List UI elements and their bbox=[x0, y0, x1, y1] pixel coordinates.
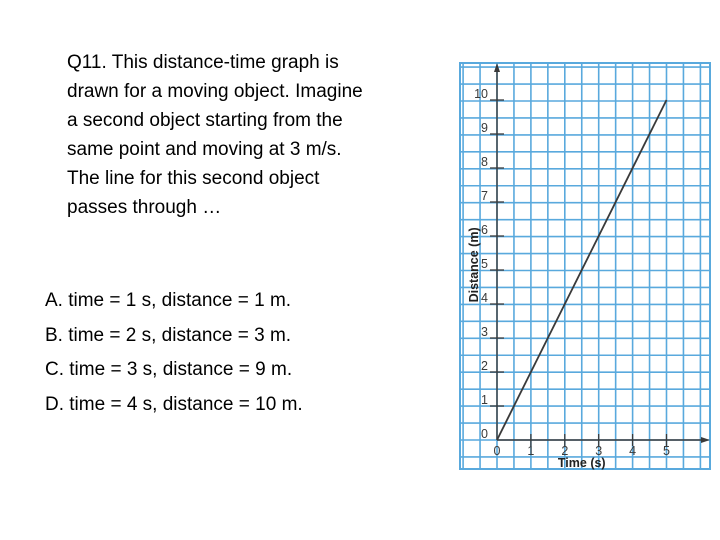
y-tick-label: 0 bbox=[481, 427, 488, 441]
y-tick-label: 3 bbox=[481, 325, 488, 339]
y-tick-label: 5 bbox=[481, 257, 488, 271]
distance-time-chart bbox=[458, 60, 712, 475]
y-tick-label: 8 bbox=[481, 155, 488, 169]
option-b[interactable]: B. time = 2 s, distance = 3 m. bbox=[45, 324, 292, 346]
y-tick-label: 2 bbox=[481, 359, 488, 373]
y-tick-label: 9 bbox=[481, 121, 488, 135]
x-tick-label: 2 bbox=[561, 444, 569, 458]
question-line: drawn for a moving object. Imagine bbox=[67, 81, 363, 102]
y-tick-label: 4 bbox=[481, 291, 488, 305]
x-tick-label: 5 bbox=[663, 444, 670, 458]
option-a[interactable]: A. time = 1 s, distance = 1 m. bbox=[45, 290, 292, 311]
y-axis-title: Distance (m) bbox=[467, 227, 481, 303]
x-tick-label: 1 bbox=[527, 444, 535, 458]
x-tick-label: 4 bbox=[629, 444, 637, 458]
y-tick-label: 6 bbox=[481, 223, 488, 237]
y-tick-label: 10 bbox=[474, 87, 488, 101]
question-line: Q11. This distance-time graph is bbox=[67, 52, 339, 73]
chart-svg bbox=[458, 60, 712, 475]
question-line: same point and moving at 3 m/s. bbox=[67, 139, 342, 160]
question-line: a second object starting from the bbox=[67, 110, 343, 131]
y-tick-label: 1 bbox=[481, 393, 488, 407]
answer-options bbox=[45, 284, 425, 422]
x-tick-label: 0 bbox=[493, 444, 501, 458]
question-line: passes through … bbox=[67, 197, 222, 218]
option-d[interactable]: D. time = 4 s, distance = 10 m. bbox=[45, 393, 303, 415]
question-line: The line for this second object bbox=[67, 168, 320, 189]
x-tick-label: 3 bbox=[595, 444, 603, 458]
option-c[interactable]: C. time = 3 s, distance = 9 m. bbox=[45, 359, 293, 380]
x-axis-title: Time (s) bbox=[557, 456, 606, 470]
question-text bbox=[67, 48, 427, 222]
y-tick-label: 7 bbox=[481, 189, 488, 203]
